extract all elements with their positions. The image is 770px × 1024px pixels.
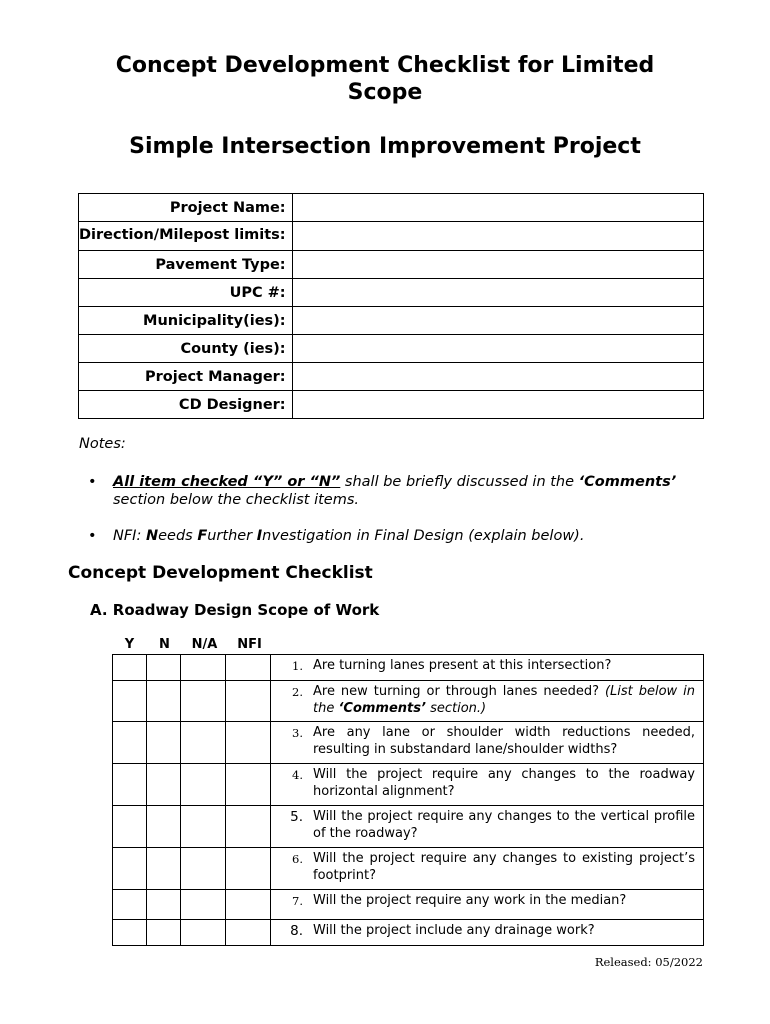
question-number: 3. <box>292 726 303 740</box>
checklist-row <box>113 920 704 946</box>
question-text: Are turning lanes present at this intersection? <box>313 658 612 673</box>
project-manager-field[interactable] <box>292 363 703 391</box>
note-1-emphasis: All item checked “Y” or “N” <box>113 474 341 490</box>
checkbox-nfi[interactable] <box>226 722 271 764</box>
document-title: Concept Development Checklist for Limited Scope <box>115 53 655 105</box>
checkbox-n[interactable] <box>147 722 181 764</box>
upc-label: UPC #: <box>79 279 293 307</box>
question-text: Will the project include any drainage work? <box>313 923 595 938</box>
note-bullet-1: • All item checked “Y” or “N” shall be briefly discussed in the ‘Comments’ section below the checklist items. <box>88 474 677 508</box>
upc-field[interactable] <box>292 279 703 307</box>
info-row <box>79 391 704 419</box>
checkbox-y[interactable] <box>113 806 147 848</box>
column-header-y: Y <box>124 637 135 652</box>
bullet-icon: • <box>88 474 97 490</box>
question-text: Will the project require any changes to the vertical profile of the roadway? <box>313 809 695 841</box>
checkbox-y[interactable] <box>113 848 147 890</box>
column-header-na: N/A <box>191 637 218 652</box>
checklist-row <box>113 848 704 890</box>
project-manager-label: Project Manager: <box>79 363 293 391</box>
question-text: Are new turning or through lanes needed? (List below in the ‘Comments’ section.) <box>313 684 695 716</box>
question-number: 2. <box>292 685 303 699</box>
checkbox-n[interactable] <box>147 806 181 848</box>
checkbox-na[interactable] <box>181 681 226 722</box>
checkbox-y[interactable] <box>113 681 147 722</box>
county-label: County (ies): <box>79 335 293 363</box>
municipality-field[interactable] <box>292 307 703 335</box>
question-number: 6. <box>292 852 303 866</box>
checklist-row <box>113 806 704 848</box>
checkbox-nfi[interactable] <box>226 764 271 806</box>
checkbox-na[interactable] <box>181 722 226 764</box>
release-date: Released: 05/2022 <box>594 955 703 969</box>
checkbox-y[interactable] <box>113 722 147 764</box>
county-field[interactable] <box>292 335 703 363</box>
checkbox-na[interactable] <box>181 655 226 681</box>
checklist-table <box>112 654 704 946</box>
note-bullet-2: • NFI: Needs Further Investigation in Final Design (explain below). <box>88 528 585 544</box>
column-header-nfi: NFI <box>237 637 262 652</box>
project-name-field[interactable] <box>292 194 703 222</box>
question-number: 4. <box>292 768 303 782</box>
info-row <box>79 251 704 279</box>
cd-designer-field[interactable] <box>292 391 703 419</box>
question-text: Are any lane or shoulder width reductions needed, resulting in substandard lane/shoulder widths? <box>313 725 695 757</box>
checkbox-na[interactable] <box>181 764 226 806</box>
subsection-heading: A. Roadway Design Scope of Work <box>90 601 380 619</box>
info-row <box>79 335 704 363</box>
checkbox-nfi[interactable] <box>226 655 271 681</box>
question-number: 1. <box>292 659 303 673</box>
pavement-type-label: Pavement Type: <box>79 251 293 279</box>
direction-milepost-label: Direction/Milepost limits: <box>79 227 286 243</box>
checkbox-n[interactable] <box>147 655 181 681</box>
notes-heading: Notes: <box>79 436 126 452</box>
checkbox-nfi[interactable] <box>226 920 271 946</box>
checklist-row <box>113 681 704 722</box>
checklist-row <box>113 722 704 764</box>
question-number: 8. <box>290 923 303 939</box>
info-row <box>79 363 704 391</box>
checkbox-nfi[interactable] <box>226 890 271 920</box>
section-heading: Concept Development Checklist <box>68 563 373 583</box>
info-row <box>79 194 704 222</box>
checkbox-y[interactable] <box>113 655 147 681</box>
municipality-label: Municipality(ies): <box>79 307 293 335</box>
question-number: 7. <box>292 894 303 908</box>
checkbox-n[interactable] <box>147 890 181 920</box>
checklist-row <box>113 764 704 806</box>
checkbox-y[interactable] <box>113 764 147 806</box>
checkbox-na[interactable] <box>181 806 226 848</box>
checklist-row <box>113 890 704 920</box>
checkbox-na[interactable] <box>181 890 226 920</box>
checkbox-nfi[interactable] <box>226 806 271 848</box>
checkbox-y[interactable] <box>113 920 147 946</box>
checkbox-nfi[interactable] <box>226 848 271 890</box>
column-header-n: N <box>159 637 170 652</box>
question-text: Will the project require any changes to existing project’s footprint? <box>313 851 695 883</box>
checkbox-na[interactable] <box>181 848 226 890</box>
project-name-label: Project Name: <box>79 194 293 222</box>
info-row <box>79 279 704 307</box>
cd-designer-label: CD Designer: <box>79 391 293 419</box>
checkbox-n[interactable] <box>147 681 181 722</box>
question-number: 5. <box>290 809 303 825</box>
checkbox-y[interactable] <box>113 890 147 920</box>
question-text: Will the project require any changes to the roadway horizontal alignment? <box>313 767 695 799</box>
checkbox-n[interactable] <box>147 848 181 890</box>
checklist-row <box>113 655 704 681</box>
checkbox-n[interactable] <box>147 764 181 806</box>
direction-milepost-field[interactable] <box>292 222 703 251</box>
checkbox-n[interactable] <box>147 920 181 946</box>
project-info-table <box>78 193 704 419</box>
question-text: Will the project require any work in the median? <box>313 893 627 908</box>
bullet-icon: • <box>88 528 97 544</box>
checkbox-nfi[interactable] <box>226 681 271 722</box>
checkbox-na[interactable] <box>181 920 226 946</box>
info-row <box>79 222 704 251</box>
document-subtitle: Simple Intersection Improvement Project <box>129 134 641 159</box>
info-row <box>79 307 704 335</box>
pavement-type-field[interactable] <box>292 251 703 279</box>
